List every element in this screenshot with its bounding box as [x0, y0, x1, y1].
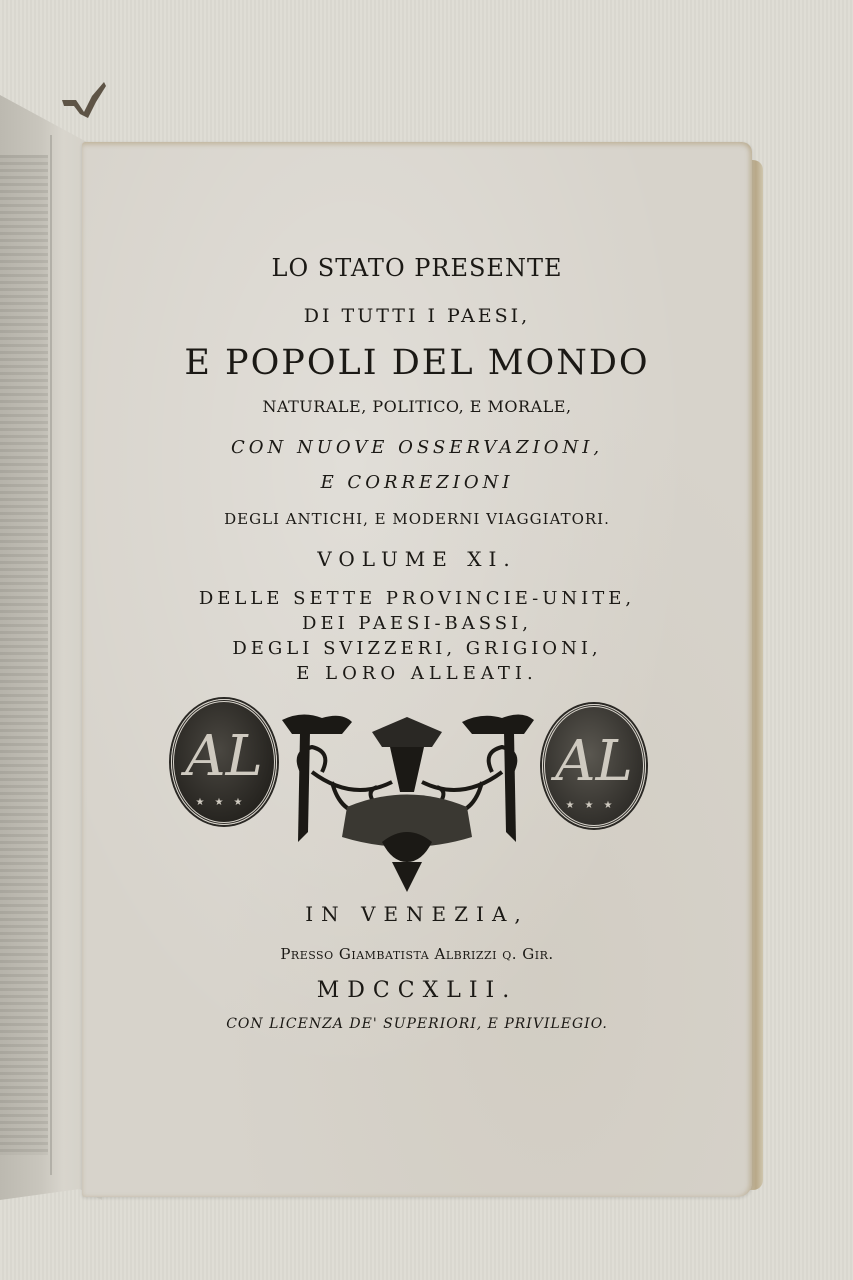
subtitle-line-2: DEI PAESI-BASSI, — [302, 613, 532, 634]
left-seal-stamp — [171, 699, 277, 825]
page-fold-line — [50, 135, 52, 1175]
subtitle-line-3: DEGLI SVIZZERI, GRIGIONI, — [232, 638, 602, 659]
bookmark-ribbon-icon — [58, 78, 114, 128]
seal-monogram: AL — [555, 729, 633, 794]
right-seal-stamp — [542, 704, 646, 828]
imprint-year: MDCCXLII. — [316, 978, 518, 1003]
imprint-place: IN VENEZIA, — [305, 902, 529, 926]
title-line-3: E POPOLI DEL MONDO — [184, 343, 650, 383]
title-line-4: NATURALE, POLITICO, E MORALE, — [262, 397, 572, 416]
printers-vignette-icon — [272, 712, 542, 897]
seal-stars-icon: ★★★ — [195, 797, 253, 808]
title-page — [82, 142, 752, 1197]
imprint-license: CON LICENZA DE' SUPERIORI, E PRIVILEGIO. — [226, 1016, 608, 1032]
subtitle-line-4: E LORO ALLEATI. — [296, 663, 538, 684]
ornament-row — [82, 697, 752, 897]
title-line-1: LO STATO PRESENTE — [271, 254, 563, 282]
volume-number: VOLUME XI. — [317, 547, 517, 571]
imprint-printer: Presso Giambatista Albrizzi q. Gir. — [280, 945, 554, 963]
title-line-6: E CORREZIONI — [320, 472, 514, 493]
frontispiece-engraving-edge — [0, 155, 48, 1155]
seal-monogram: AL — [185, 724, 263, 789]
title-line-2: DI TUTTI I PAESI, — [303, 305, 531, 327]
title-line-7: DEGLI ANTICHI, E MODERNI VIAGGIATORI. — [224, 510, 610, 528]
seal-stars-icon: ★★★ — [565, 800, 623, 811]
subtitle-line-1: DELLE SETTE PROVINCIE-UNITE, — [198, 588, 636, 609]
title-line-5: CON NUOVE OSSERVAZIONI, — [230, 437, 604, 458]
